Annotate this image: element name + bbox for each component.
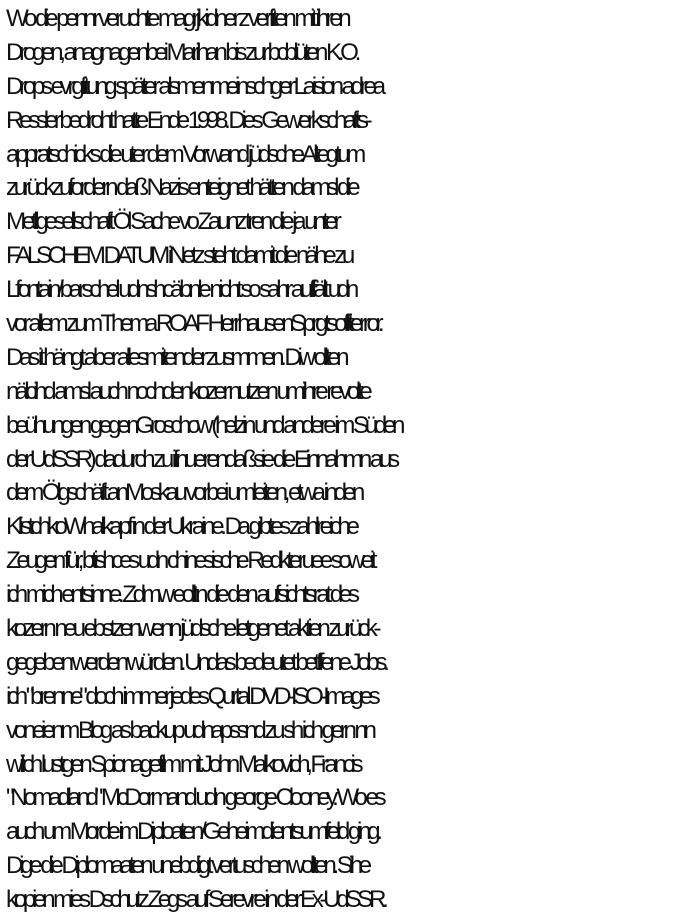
text-line: nälcihd amsl auch nochdenkozer nutzen umihre revolte — [6, 377, 369, 405]
text-line: ich mich entsinne. Zdmw eolltn die den aufsichtsrat des — [6, 581, 356, 609]
text-line: Wo die pennr veruchte magrjkidner z verfiten mit ihren — [6, 5, 348, 32]
text-line: Drogen, anagnagenbei Marihan bis zur bcblüten K.O. — [6, 38, 357, 66]
text-line: FALSCHEM DATUM iNetz steht damit die nähe zu — [6, 242, 352, 270]
text-line: wilich lustgen Spionagefilm mit John Malkovich, Francis — [6, 750, 360, 778]
text-line: Metllgesellschaft Öl Sache vo Zaunz tren die ja unter — [6, 208, 338, 236]
text-line: Lfontain/barschel udnshcäbnle nicht so sahr auffält udn — [6, 276, 355, 304]
text-line: beühungen gegenGroschow (helzin und andere im Süden — [6, 411, 402, 439]
text-line: Ressler bedroht hatte Ende 1998. Dies Gewerkschafts- — [6, 106, 369, 134]
text-line: Zeugen für, btishces udn chinesische Redkteruee soweit — [6, 547, 374, 575]
document-body — [6, 2, 682, 917]
text-line: kozern neu ebstzenwenn jüdsche letgenet aktien zurück- — [6, 615, 378, 643]
text-line: dem Ölgschäft anMoskau vorbei umleiten, etwa inden — [6, 479, 361, 507]
text-line: KlistchkoWhalkapf in der Ukraine. Da gibtes zahlreiche — [6, 513, 356, 541]
text-line: gegeben werden würden. Undas bedeutet betffene Jobs. — [6, 648, 386, 676]
text-line: der UdSSR) dadurch zu ifnuerendaßsie die Einnahmn aus — [6, 445, 396, 473]
text-line: vor allem zum Thema ROAF HerrhausenSprgtsoffterror. — [6, 310, 381, 338]
text-line: "Nomadland" McDormand udn george Clooney. Wo es — [6, 784, 383, 812]
text-line: appratschicks die uter dem Vorwand jüdsche Altegtum — [6, 140, 362, 168]
text-line: auch um Morde im Diploaten/Geheimdientsumfeld ging. — [6, 818, 379, 846]
text-line: Drops evrgfitung später alsmenmeinschger Laision adrea — [6, 72, 382, 100]
text-line: kopien mies Dschutz Zegs auf Serevre in der Ex-UdSSR. — [6, 886, 385, 914]
text-line: voneienm Blog as backup udnapssnd zu sh ich gern nn — [6, 716, 373, 744]
text-line: Dige die Diplomaaten unebdigt vertuschen wollten. Sihe — [6, 852, 368, 880]
text-line: Das it hängt aber allesmitender zusmmen. Diw ollten — [6, 343, 346, 371]
text-line: zurückzufordern daß Nazis enteignet hätten damsl die — [6, 174, 357, 202]
text-line: ich "brenne" doch immer jedes Qurtal DVD-ISO-Images — [6, 682, 377, 710]
